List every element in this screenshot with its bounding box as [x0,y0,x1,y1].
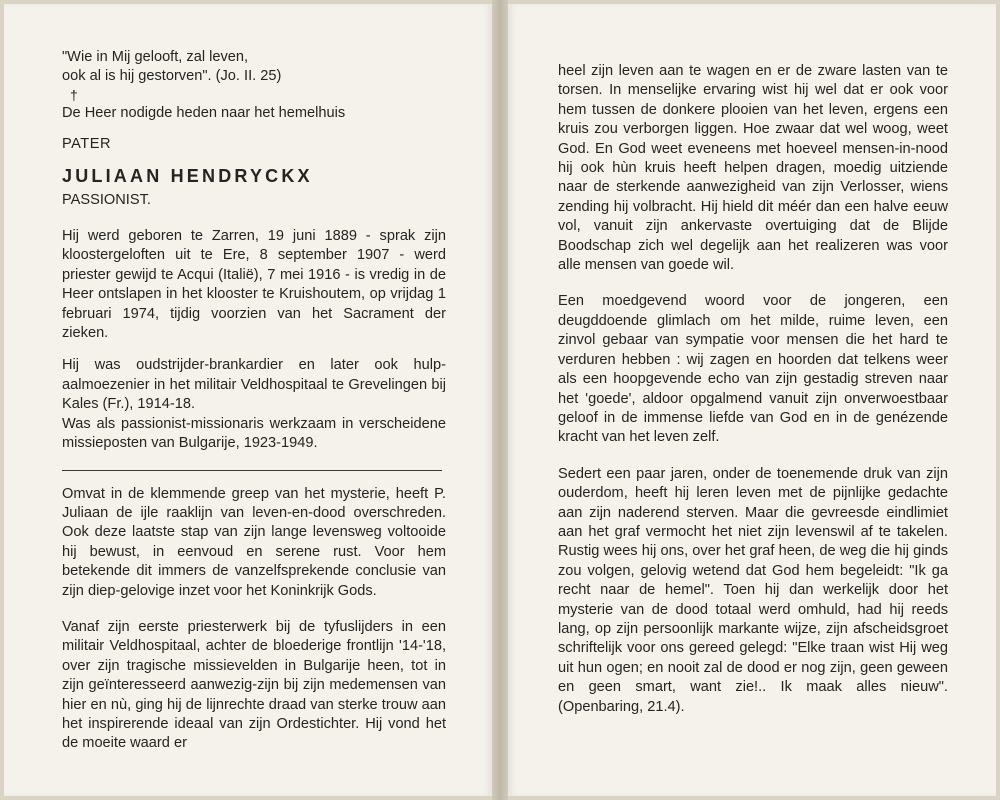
right-page-text [508,4,996,717]
quote-line-2: ook al is hij gestorven". (Jo. II. 25) [62,68,282,85]
text-paragraph-2: Vanaf zijn eerste priesterwerk bij de tyfuslijders in een militair Veldhospitaal, achter de bloederige frontlijn '14-'18, over zijn tragische missievelden in Bulgarije heen, tot in zijn geïnteresseerd aanwezig-zijn bij zijn medemensen van hier en nù, ging hij de lijnrechte draad van sterke trouw aan het inspirerende ideaal van zijn Ordestichter. Hij vond het de moeite waard er [62,618,446,752]
deceased-title: PATER [62,136,111,153]
cross-symbol: † [70,86,78,103]
section-divider [62,470,442,471]
card-fold [492,0,508,800]
bio-paragraph-1: Hij werd geboren te Zarren, 19 juni 1889 - sprak zijn kloostergeloften uit te Ere, 8 september 1907 - werd priester gewijd te Acqui (Italië), 7 mei 1916 - is vredig in de Heer ontslapen in het klooster te Kruishoutem, op vrijdag 1 februari 1974, tijdig voorzien van het Sacrament der zieken. [62,228,446,342]
scripture-quote [62,48,446,87]
right-paragraph-3: Sedert een paar jaren, onder de toenemende druk van zijn ouderdom, heeft hij leren leven met de pijnlijke gedachte aan zijn naderend sterven. Maar die gevreesde eindlimiet aan het graf vermocht het niet zijn levenswil af te takelen. Rustig wees hij ons, over het graf heen, de weg die hij ginds zou volgen, gelovig wetend dat God hem begeleidt: "Ik ga recht naar de hemel". Toen hij dan werkelijk door het mysterie van de dood totaal werd omhuld, had hij reeds lang, op zijn persoonlijk markante wijze, zijn afscheidsgroet schriftelijk voor ons gereed gelegd: "Elke traan wist Hij weg uit hun ogen; en nooit zal de dood er nog zijn, geen geween en geen smart, want zie!.. Ik maak alles nieuw". (Openbaring, 21.4). [558,465,948,715]
right-paragraph-2: Een moedgevend woord voor de jongeren, een deugddoende glimlach om het milde, ruime leven, een zinvol gebaar van sympatie voor mensen die het hard te verduren hebben : wij zagen en hoorden dat telkens weer als een hoopgevende echo van zijn gestadig streven naar het 'goede', aldoor opgalmend vanuit zijn onverwoestbaar geloof in de immense liefde van God en in de genézende kracht van het leven zelf. [558,293,948,446]
left-page [4,4,492,796]
left-page-text [4,4,492,754]
quote-line-1: "Wie in Mij gelooft, zal leven, [62,49,249,65]
bio-paragraph-2: Hij was oudstrijder-brankardier en later ook hulp-aalmoezenier in het militair Veldhospitaal te Grevelingen bij Kales (Fr.), 1914-18. [62,357,446,413]
deceased-name: JULIAAN HENDRYCKX [62,165,313,186]
bio-paragraph-3: Was als passionist-missionaris werkzaam in verscheidene missieposten van Bulgarije, 1923-1949. [62,415,446,452]
right-page [508,4,996,796]
text-paragraph-1: Omvat in de klemmende greep van het mysterie, heeft P. Juliaan de ijle raaklijn van leven-en-dood overschreden. Ook deze laatste stap van zijn lange levensweg voltooide hij bewust, in eenvoud en serene rust. Voor hem betekende dit immers de vanzelfsprekende conclusie van zijn diep-gelovige inzet voor het Koninkrijk Gods. [62,485,446,599]
religious-order: PASSIONIST. [62,191,151,208]
announcement: De Heer nodigde heden naar het hemelhuis [62,104,346,121]
right-paragraph-1: heel zijn leven aan te wagen en er de zware lasten van te torsen. In menselijke ervaring wist hij wel dat er ook voor hem tussen de donkere plooien van het leven, ergens een kruis zou verborgen liggen. Hoe zwaar dat wel woog, weet God. En God weet eveneens met hoeveel mensen-in-nood hij ook hùn kruis heeft helpen dragen, moedig uitziende naar de sterkende aanwezigheid van zijn Verlosser, wiens zending hij volbracht. Hij hield dit méér dan een halve eeuw vol, vanuit zijn ankervaste overtuiging dat de Blijde Boodschap zich wel degelijk aan het realizeren was voor alle mensen van goede wil. [558,63,948,274]
